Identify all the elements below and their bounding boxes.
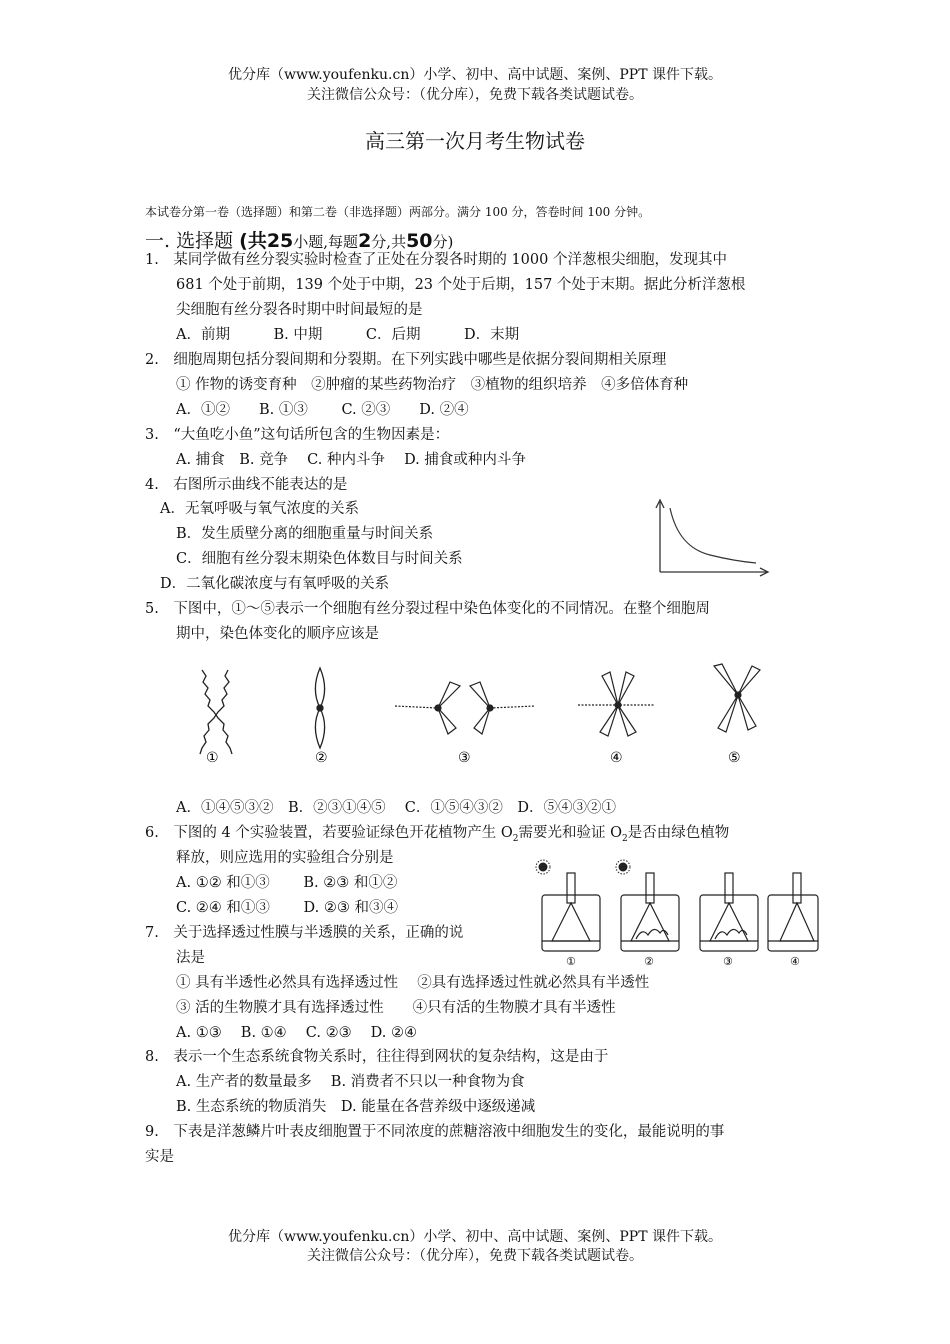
chromosome-stage-3 xyxy=(395,682,535,734)
q4-option-b: B．发生质壁分离的细胞重量与时间关系 xyxy=(176,526,434,542)
q6-line-1-pre: 6. 下图的 4 个实验装置，若要验证绿色开花植物产生 O xyxy=(145,825,513,841)
q9-line-1: 9. 下表是洋葱鳞片叶表皮细胞置于不同浓度的蔗糖溶液中细胞发生的变化，最能说明的事 xyxy=(145,1124,725,1140)
chromosome-figure xyxy=(190,660,770,772)
q1-line-2: 681 个处于前期，139 个处于中期，23 个处于后期，157 个处于末期。据此分析洋葱根 xyxy=(176,277,746,293)
q8-options-1: A. 生产者的数量最多 B. 消费者不只以一种食物为食 xyxy=(176,1074,525,1090)
q5-options: A．①④⑤③② B．②③①④⑤ C．①⑤④③② D．⑤④③②① xyxy=(176,800,616,816)
q6-options-2: C. ②④ 和①③ D. ②③ 和③④ xyxy=(176,900,398,916)
q2-line-2: ① 作物的诱变育种 ②肿瘤的某些药物治疗 ③植物的组织培养 ④多倍体育种 xyxy=(176,377,689,393)
sun-icon xyxy=(536,860,550,874)
footer-line-2: 关注微信公众号：（优分库），免费下载各类试题试卷。 xyxy=(307,1248,643,1264)
q6-line-1-mid: 需要光和验证 O xyxy=(518,825,623,841)
q2-line-1: 2. 细胞周期包括分裂间期和分裂期。在下列实践中哪些是依据分裂间期相关原理 xyxy=(145,352,667,368)
stage-label-2: ② xyxy=(315,750,328,766)
q6-sub-2: 2 xyxy=(622,833,628,844)
q8-line-1: 8. 表示一个生态系统食物关系时，往往得到网状的复杂结构，这是由于 xyxy=(145,1049,609,1065)
section-points: 2 xyxy=(358,230,372,252)
stage-label-5: ⑤ xyxy=(728,750,741,766)
chromosome-stage-5 xyxy=(714,664,760,732)
jar-3 xyxy=(700,873,758,951)
chromosome-stage-4 xyxy=(578,672,655,736)
q8-options-2: B. 生态系统的物质消失 D. 能量在各营养级中逐级递减 xyxy=(176,1099,536,1115)
jar-label-2: ② xyxy=(644,955,654,968)
intro-text: 本试卷分第一卷（选择题）和第二卷（非选择题）两部分。满分 100 分，答卷时间 100 分钟。 xyxy=(145,205,651,219)
stage-label-4: ④ xyxy=(610,750,623,766)
q3-line-1: 3. “大鱼吃小鱼”这句话所包含的生物因素是： xyxy=(145,427,450,443)
q4-option-d: D．二氧化碳浓度与有氧呼吸的关系 xyxy=(160,576,390,592)
q7-line-1: 7. 关于选择透过性膜与半透膜的关系，正确的说 xyxy=(145,925,464,941)
footer-line-1: 优分库（www.youfenku.cn）小学、初中、高中试题、案例、PPT 课件下载。 xyxy=(227,1229,722,1245)
q6-sub-1: 2 xyxy=(512,833,519,844)
jar-2 xyxy=(621,873,679,951)
section-note-mid1: 小题,每题 xyxy=(293,233,359,251)
q5-line-1: 5. 下图中，①～⑤表示一个细胞有丝分裂过程中染色体变化的不同情况。在整个细胞周 xyxy=(145,601,710,617)
q1-line-1: 1. 某同学做有丝分裂实验时检查了正处在分裂各时期的 1000 个洋葱根尖细胞，发现其中 xyxy=(145,252,727,268)
q5-line-2: 期中，染色体变化的顺序应该是 xyxy=(176,626,379,642)
section-note-mid2: 分,共 xyxy=(371,233,407,251)
page-title: 高三第一次月考生物试卷 xyxy=(365,129,585,153)
q7-statement-2: ③ 活的生物膜才具有选择透过性 ④只有活的生物膜才具有半透性 xyxy=(176,1000,616,1016)
jar-label-1: ① xyxy=(566,955,576,968)
stage-label-3: ③ xyxy=(458,750,471,766)
jar-4 xyxy=(768,873,818,951)
jar-1 xyxy=(542,873,600,951)
q6-line-2: 释放，则应选用的实验组合分别是 xyxy=(176,850,394,866)
header-line-2: 关注微信公众号：（优分库），免费下载各类试题试卷。 xyxy=(307,87,643,103)
q4-curve-figure xyxy=(650,498,775,578)
section-count: 25 xyxy=(266,230,294,252)
chromosome-stage-1 xyxy=(200,670,232,754)
q7-options: A. ①③ B. ①④ C. ②③ D. ②④ xyxy=(176,1025,418,1041)
q1-options: A．前期 B. 中期 C．后期 D．末期 xyxy=(176,327,520,343)
q4-line-1: 4. 右图所示曲线不能表达的是 xyxy=(145,477,348,493)
q6-line-1-post: 是否由绿色植物 xyxy=(627,825,730,841)
q7-statement-1: ① 具有半透性必然具有选择透过性 ②具有选择透过性就必然具有半透性 xyxy=(176,975,650,991)
header-line-1: 优分库（www.youfenku.cn）小学、初中、高中试题、案例、PPT 课件下载。 xyxy=(227,67,722,83)
section-name: 一. 选择题 xyxy=(145,230,234,252)
q9-line-2: 实是 xyxy=(145,1149,174,1165)
q1-line-3: 尖细胞有丝分裂各时期中时间最短的是 xyxy=(176,302,423,318)
section-note-post: 分) xyxy=(432,233,454,251)
jar-label-4: ④ xyxy=(790,955,800,968)
section-total: 50 xyxy=(406,230,433,252)
q6-line-1 xyxy=(145,822,729,850)
q7-line-2: 法是 xyxy=(176,950,205,966)
sun-icon xyxy=(616,860,630,874)
section-note-pre: (共 xyxy=(239,230,267,252)
chromosome-stage-2 xyxy=(316,668,325,748)
jar-label-3: ③ xyxy=(723,955,733,968)
q4-option-c: C．细胞有丝分裂末期染色体数目与时间关系 xyxy=(176,551,463,567)
q6-options-1: A. ①② 和①③ B. ②③ 和①② xyxy=(176,875,398,891)
q3-options: A. 捕食 B. 竞争 C. 种内斗争 D. 捕食或种内斗争 xyxy=(176,452,526,468)
q2-options: A．①② B. ①③ C. ②③ D. ②④ xyxy=(176,402,469,418)
q4-option-a: A．无氧呼吸与氧气浓度的关系 xyxy=(160,501,359,517)
experiment-apparatus-figure xyxy=(530,855,820,970)
stage-label-1: ① xyxy=(206,750,219,766)
